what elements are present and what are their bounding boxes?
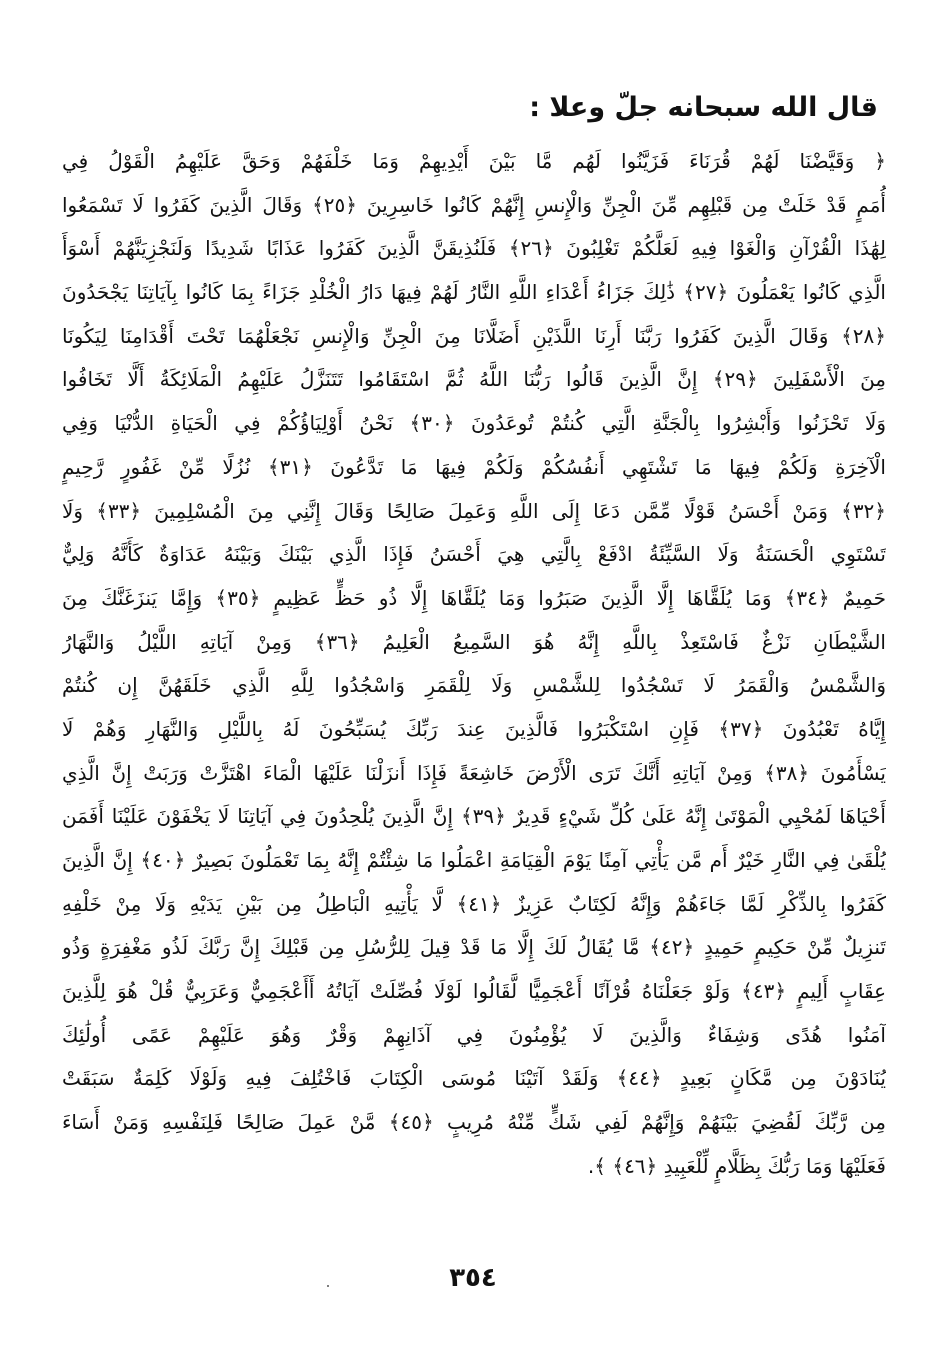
text-line-21: آمَنُوا هُدًى وَشِفَاءٌ وَالَّذِينَ لَا يُؤْمِنُونَ فِي آذَانِهِمْ وَقْرٌ وَهُوَ عَلَيْهِمْ عَمًى أُولَٰئِكَ — [62, 1022, 886, 1047]
text-line-1: ﴿ وَقَيَّضْنَا لَهُمْ قُرَنَاءَ فَزَيَّنُوا لَهُم مَّا بَيْنَ أَيْدِيهِمْ وَمَا خَلْفَهُمْ وَحَقَّ عَلَيْهِمُ الْقَوْلُ فِي — [62, 149, 886, 173]
text-line-4: الَّذِي كَانُوا يَعْمَلُونَ ﴿٢٧﴾ ذَٰلِكَ جَزَاءُ أَعْدَاءِ اللَّهِ النَّارُ لَهُمْ فِيهَا دَارُ الْخُلْدِ جَزَاءً بِمَا كَانُوا بِآيَاتِنَا يَجْحَدُونَ — [62, 280, 886, 305]
text-line-19: تَنزِيلٌ مِّنْ حَكِيمٍ حَمِيدٍ ﴿٤٢﴾ مَّا يُقَالُ لَكَ إِلَّا مَا قَدْ قِيلَ لِلرُّسُلِ مِن قَبْلِكَ إِنَّ رَبَّكَ لَذُو مَغْفِرَةٍ وَذُو — [62, 935, 886, 960]
text-line-12: الشَّيْطَانِ نَزْغٌ فَاسْتَعِذْ بِاللَّهِ إِنَّهُ هُوَ السَّمِيعُ الْعَلِيمُ ﴿٣٦﴾ وَمِنْ آيَاتِهِ اللَّيْلُ وَالنَّهَارُ — [62, 629, 886, 654]
text-line-22: يُنَادَوْنَ مِن مَّكَانٍ بَعِيدٍ ﴿٤٤﴾ وَلَقَدْ آتَيْنَا مُوسَى الْكِتَابَ فَاخْتُلِفَ فِيهِ وَلَوْلَا كَلِمَةٌ سَبَقَتْ — [62, 1066, 886, 1091]
page-number: ٣٥٤ — [449, 1263, 497, 1293]
text-line-23: مِن رَّبِّكَ لَقُضِيَ بَيْنَهُمْ وَإِنَّهُمْ لَفِي شَكٍّ مِّنْهُ مُرِيبٍ ﴿٤٥﴾ مَّنْ عَمِلَ صَالِحًا فَلِنَفْسِهِ وَمَنْ أَسَاءَ — [62, 1110, 886, 1135]
text-line-8: الْآخِرَةِ وَلَكُمْ فِيهَا مَا تَشْتَهِي أَنفُسُكُمْ وَلَكُمْ فِيهَا مَا تَدَّعُونَ ﴿٣١﴾ نُزُلًا مِّنْ غَفُورٍ رَّحِيمٍ — [62, 454, 886, 479]
quran-text-block — [62, 140, 886, 1189]
text-line-13: وَالشَّمْسُ وَالْقَمَرُ لَا تَسْجُدُوا لِلشَّمْسِ وَلَا لِلْقَمَرِ وَاسْجُدُوا لِلَّهِ الَّذِي خَلَقَهُنَّ إِن كُنتُمْ — [62, 673, 886, 698]
text-line-9: ﴿٣٢﴾ وَمَنْ أَحْسَنُ قَوْلًا مِّمَّن دَعَا إِلَى اللَّهِ وَعَمِلَ صَالِحًا وَقَالَ إِنَّنِي مِنَ الْمُسْلِمِينَ ﴿٣٣﴾ وَلَا — [62, 498, 886, 523]
text-line-5: ﴿٢٨﴾ وَقَالَ الَّذِينَ كَفَرُوا رَبَّنَا أَرِنَا اللَّذَيْنِ أَضَلَّانَا مِنَ الْجِنِّ وَالْإِنسِ نَجْعَلْهُمَا تَحْتَ أَقْدَامِنَا لِيَكُونَا — [62, 323, 886, 348]
text-line-7: وَلَا تَحْزَنُوا وَأَبْشِرُوا بِالْجَنَّةِ الَّتِي كُنتُمْ تُوعَدُونَ ﴿٣٠﴾ نَحْنُ أَوْلِيَاؤُكُمْ فِي الْحَيَاةِ الدُّنْيَا وَفِي — [62, 411, 886, 436]
text-line-3: لِهَٰذَا الْقُرْآنِ وَالْغَوْا فِيهِ لَعَلَّكُمْ تَغْلِبُونَ ﴿٢٦﴾ فَلَنُذِيقَنَّ الَّذِينَ كَفَرُوا عَذَابًا شَدِيدًا وَلَنَجْزِيَنَّهُمْ أَسْوَأَ — [62, 236, 886, 261]
text-line-6: مِنَ الْأَسْفَلِينَ ﴿٢٩﴾ إِنَّ الَّذِينَ قَالُوا رَبُّنَا اللَّهُ ثُمَّ اسْتَقَامُوا تَتَنَزَّلُ عَلَيْهِمُ الْمَلَائِكَةُ أَلَّا تَخَافُوا — [62, 367, 886, 392]
text-line-20: عِقَابٍ أَلِيمٍ ﴿٤٣﴾ وَلَوْ جَعَلْنَاهُ قُرْآنًا أَعْجَمِيًّا لَّقَالُوا لَوْلَا فُصِّلَتْ آيَاتُهُ أَأَعْجَمِيٌّ وَعَرَبِيٌّ قُلْ هُوَ لِلَّذِينَ — [62, 979, 886, 1004]
text-line-15: يَسْأَمُونَ ﴿٣٨﴾ وَمِنْ آيَاتِهِ أَنَّكَ تَرَى الْأَرْضَ خَاشِعَةً فَإِذَا أَنزَلْنَا عَلَيْهَا الْمَاءَ اهْتَزَّتْ وَرَبَتْ إِنَّ الَّذِي — [62, 760, 886, 785]
text-line-2: أُمَمٍ قَدْ خَلَتْ مِن قَبْلِهِم مِّنَ الْجِنِّ وَالْإِنسِ إِنَّهُمْ كَانُوا خَاسِرِينَ ﴿٢٥﴾ وَقَالَ الَّذِينَ كَفَرُوا لَا تَسْمَعُوا — [62, 192, 886, 217]
text-line-16: أَحْيَاهَا لَمُحْيِي الْمَوْتَىٰ إِنَّهُ عَلَىٰ كُلِّ شَيْءٍ قَدِيرٌ ﴿٣٩﴾ إِنَّ الَّذِينَ يُلْحِدُونَ فِي آيَاتِنَا لَا يَخْفَوْنَ عَلَيْنَا أَفَمَن — [62, 804, 886, 829]
text-line-18: كَفَرُوا بِالذِّكْرِ لَمَّا جَاءَهُمْ وَإِنَّهُ لَكِتَابٌ عَزِيزٌ ﴿٤١﴾ لَّا يَأْتِيهِ الْبَاطِلُ مِن بَيْنِ يَدَيْهِ وَلَا مِنْ خَلْفِهِ — [62, 891, 886, 916]
text-line-17: يُلْقَىٰ فِي النَّارِ خَيْرٌ أَم مَّن يَأْتِي آمِنًا يَوْمَ الْقِيَامَةِ اعْمَلُوا مَا شِئْتُمْ إِنَّهُ بِمَا تَعْمَلُونَ بَصِيرٌ ﴿٤٠﴾ إِنَّ الَّذِينَ — [62, 848, 886, 872]
text-line-24: فَعَلَيْهَا وَمَا رَبُّكَ بِظَلَّامٍ لِّلْعَبِيدِ ﴿٤٦﴾ ﴾. — [587, 1153, 886, 1178]
text-line-10: تَسْتَوِي الْحَسَنَةُ وَلَا السَّيِّئَةُ ادْفَعْ بِالَّتِي هِيَ أَحْسَنُ فَإِذَا الَّذِي بَيْنَكَ وَبَيْنَهُ عَدَاوَةٌ كَأَنَّهُ وَلِيٌّ — [62, 542, 886, 567]
text-line-14: إِيَّاهُ تَعْبُدُونَ ﴿٣٧﴾ فَإِنِ اسْتَكْبَرُوا فَالَّذِينَ عِندَ رَبِّكَ يُسَبِّحُونَ لَهُ بِاللَّيْلِ وَالنَّهَارِ وَهُمْ لَا — [62, 716, 886, 741]
text-line-11: حَمِيمٌ ﴿٣٤﴾ وَمَا يُلَقَّاهَا إِلَّا الَّذِينَ صَبَرُوا وَمَا يُلَقَّاهَا إِلَّا ذُو حَظٍّ عَظِيمٍ ﴿٣٥﴾ وَإِمَّا يَنزَغَنَّكَ مِنَ — [62, 585, 886, 610]
page-heading: قال الله سبحانه جلّ وعلا : — [529, 92, 878, 123]
